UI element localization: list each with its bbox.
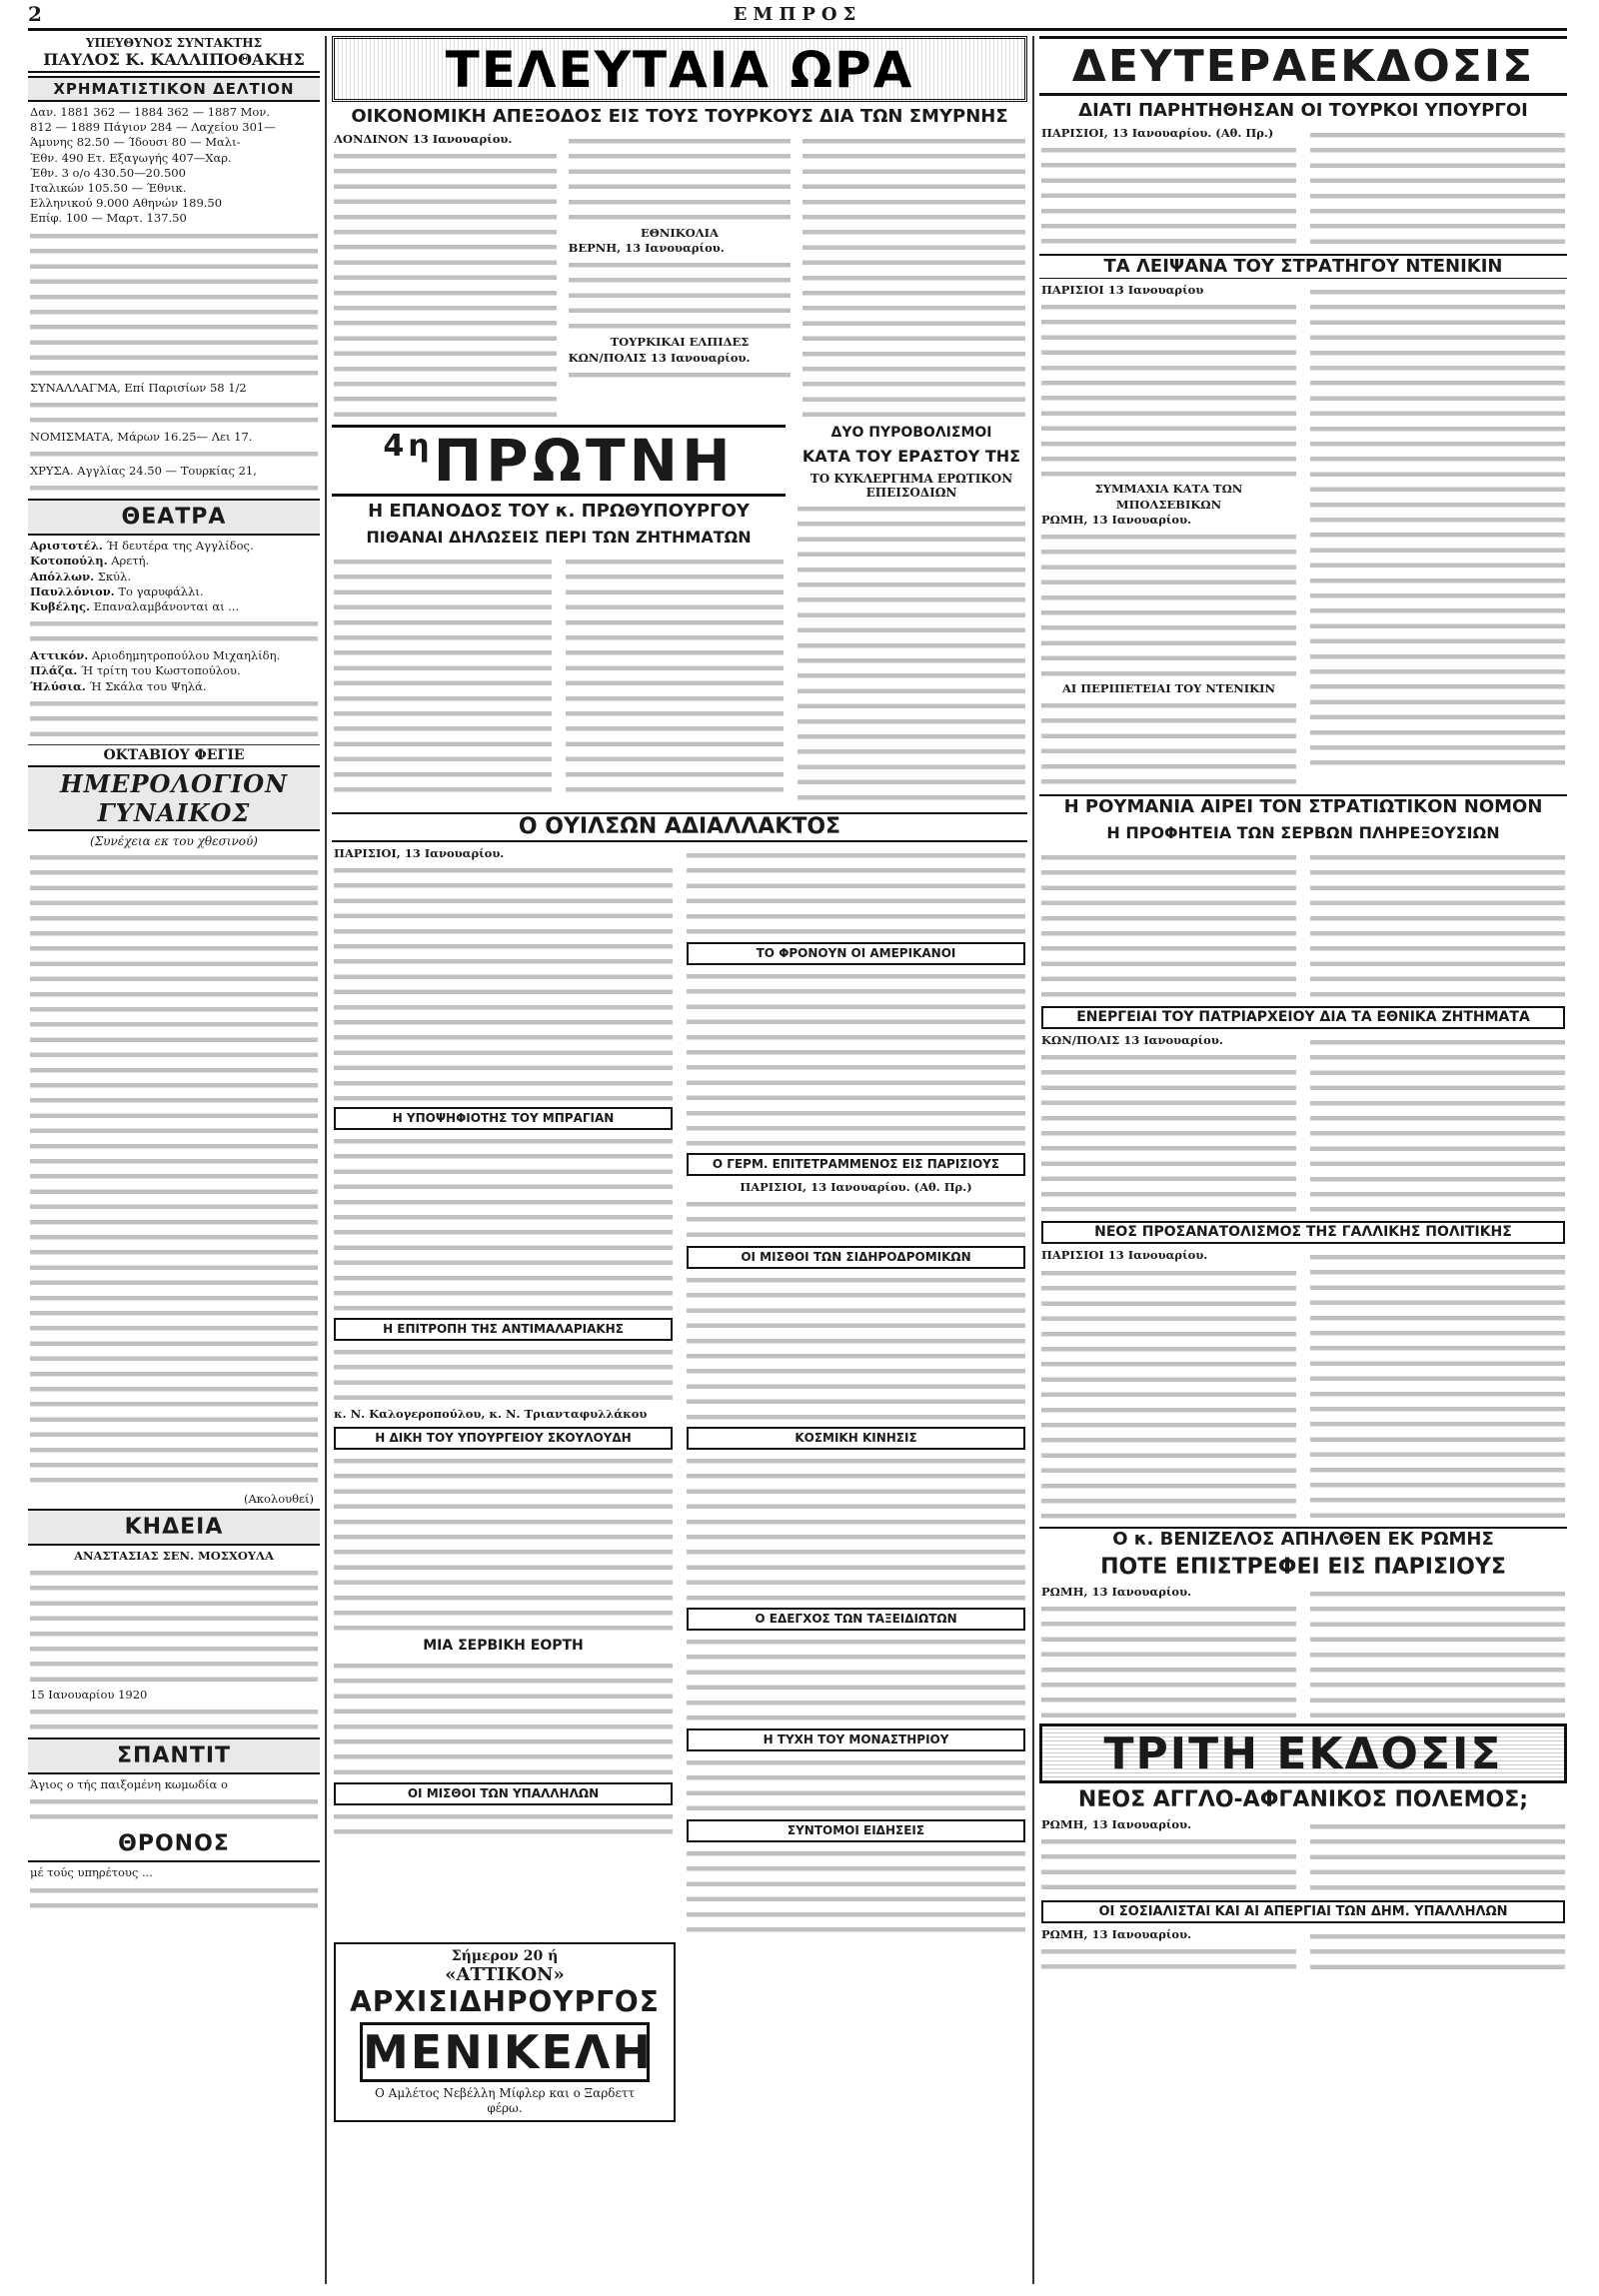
financial-tail: ΧΡΥΣΑ. Αγγλίας 24.50 — Τουρκίας 21, <box>30 464 257 479</box>
venizelos-subheadline: ΠΟΤΕ ΕΠΙΣΤΡΕΦΕΙ ΕΙΣ ΠΑΡΙΣΙΟΥΣ <box>1100 1554 1506 1580</box>
ad-date: Σήμερον 20 ή <box>451 1948 559 1965</box>
theatre-item <box>28 584 320 599</box>
editor-kicker: ΥΠΕΥΘΥΝΟΣ ΣΥΝΤΑΚΤΗΣ <box>85 36 263 50</box>
wilson-dateline: ΠΑΡΙΣΙΟΙ, 13 Ιανουαρίου. <box>334 846 505 861</box>
funeral-body-text <box>30 1566 318 1686</box>
salaries-body-text <box>334 1809 673 1839</box>
return-body <box>332 553 786 796</box>
lower-center <box>332 846 1027 1938</box>
patriarchate-dateline: ΚΩΝ/ΠΟΛΙΣ 13 Ιανουαρίου. <box>1041 1033 1223 1048</box>
financial-line: Έθν. 3 ο/ο 430.50—20.500 <box>30 165 186 180</box>
financial-body-text <box>30 447 318 462</box>
denikin-body-text <box>1041 300 1296 480</box>
financial-heading: ΧΡΗΜΑΤΙΣΤΙΚΟΝ ΔΕΛΤΙΟΝ <box>28 76 320 102</box>
page-number: 2 <box>28 2 42 26</box>
feuilleton-author: ΟΚΤΑΒΙΟΥ ΦΕΓΙΕ <box>103 746 245 763</box>
lead-subhead: ΤΟΥΡΚΙΚΑΙ ΕΛΠΙΔΕΣ <box>610 335 750 350</box>
financial-line: 812 — 1889 Πάγιον 284 — Λαχείου 301— <box>30 120 276 135</box>
theatre-show: Ή τρίτη του Κωστοπούλου. <box>81 663 241 678</box>
theatre-item <box>28 663 320 678</box>
theatre-show: Σκύλ. <box>97 569 131 583</box>
feuilleton-title: ΗΜΕΡΟΛΟΓΙΟΝ ΓΥΝΑΙΚΟΣ <box>28 765 320 831</box>
denikin-remains-headline: ΤΑ ΛΕΙΨΑΝΑ ΤΟΥ ΣΤΡΑΤΗΓΟΥ ΝΤΕΝΙΚΙΝ <box>1039 254 1567 279</box>
last-hour-banner: ΤΕΛΕΥΤΑΙΑ ΩΡΑ <box>332 36 1027 102</box>
turkish-ministers-dateline: ΠΑΡΙΣΙΟΙ, 13 Ιανουαρίου. (Αθ. Πρ.) <box>1041 126 1274 140</box>
socialists-headline: ΟΙ ΣΟΣΙΑΛΙΣΤΑΙ ΚΑΙ ΑΙ ΑΠΕΡΓΙΑΙ ΤΩΝ ΔΗΜ. ΥΠΑΛΛΗΛΩΝ <box>1041 1900 1565 1923</box>
funeral-name: ΑΝΑΣΤΑΣΙΑΣ ΣΕΝ. ΜΟΣΧΟΥΛΑ <box>74 1548 274 1563</box>
denikin-story <box>1039 283 1567 790</box>
alliance-dateline: ΡΩΜΗ, 13 Ιανουαρίου. <box>1041 512 1192 527</box>
story-column <box>1039 1033 1298 1217</box>
financial-tail: ΣΥΝΑΛΛΑΓΜΑ, Επί Παρισίων 58 1/2 <box>30 380 247 395</box>
denikin-body-text <box>1310 285 1565 774</box>
fourth-hour-banner <box>332 425 786 497</box>
theatre-show: Αρετή. <box>111 554 150 569</box>
turkish-ministers-story <box>1039 126 1567 250</box>
bryan-body-text <box>334 1134 673 1314</box>
wilson-body-text <box>687 848 1025 938</box>
story-column <box>1039 1585 1298 1723</box>
newspaper-title: ΕΜΠΡΟΣ <box>733 4 862 25</box>
romania-story <box>1039 848 1567 1002</box>
serbian-feast-headline: ΜΙΑ ΣΕΡΒΙΚΗ ΕΟΡΤΗ <box>423 1637 584 1654</box>
lead-body-text <box>569 134 792 224</box>
lead-subhead: ΕΘΝΙΚΟΛΙΑ <box>641 226 719 240</box>
venizelos-body-text <box>1041 1602 1296 1722</box>
shooting-kicker: ΤΟ ΚΥΚΛΕΡΓΗΜΑ ΕΡΩΤΙΚΟΝ ΕΠΕΙΣΟΔΙΩΝ <box>809 472 1013 501</box>
spantit-text: Άγιος ο τής παιξομένη κωμωδία ο <box>30 1777 228 1792</box>
french-policy-body-text <box>1310 1250 1565 1520</box>
patriarchate-body-text <box>1310 1035 1565 1215</box>
socialists-body-text <box>1041 1944 1296 1974</box>
german-envoy-body-text <box>687 1197 1025 1242</box>
turkish-ministers-body-text <box>1310 128 1565 248</box>
theatre-name: Αριστοτέλ. <box>30 539 103 554</box>
romania-headline: Η ΡΟΥΜΑΝΙΑ ΑΙΡΕΙ ΤΟΝ ΣΤΡΑΤΙΩΤΙΚΟΝ ΝΟΜΟΝ <box>1039 794 1567 818</box>
committee-body-text <box>334 1345 673 1405</box>
theatre-advertisement <box>334 1942 676 2122</box>
thronos-text: μέ τούς υπηρέτους ... <box>30 1865 153 1880</box>
ad-footer: φέρω. <box>487 2101 523 2116</box>
french-policy-dateline: ΠΑΡΙΣΙΟΙ 13 Ιανουαρίου. <box>1041 1248 1208 1263</box>
romania-body-text <box>1310 850 1565 1000</box>
financial-line: Δαν. 1881 362 — 1884 362 — 1887 Μον. <box>30 105 271 119</box>
turkish-ministers-headline: ΔΙΑΤΙ ΠΑΡΗΤΗΘΗΣΑΝ ΟΙ ΤΟΥΡΚΟΙ ΥΠΟΥΡΓΟΙ <box>1078 100 1528 121</box>
theatre-item <box>28 599 320 614</box>
spantit-heading: ΣΠΑΝΤΙΤ <box>28 1737 320 1774</box>
theatre-show: Αριοδημητροπούλου Μιχαηλίδη. <box>91 648 281 663</box>
monastery-body-text <box>687 1755 1025 1815</box>
story-column <box>1039 1927 1298 1976</box>
ad-play-title: ΑΡΧΙΣΙΔΗΡΟΥΡΓΟΣ <box>350 1985 660 2019</box>
theatre-item <box>28 539 320 554</box>
romania-subheadline: Η ΠΡΟΦΗΤΕΙΑ ΤΩΝ ΣΕΡΒΩΝ ΠΛΗΡΕΞΟΥΣΙΩΝ <box>1106 823 1500 843</box>
french-policy-story <box>1039 1248 1567 1522</box>
salaries-headline: ΟΙ ΜΙΣΘΟΙ ΤΩΝ ΥΠΑΛΛΗΛΩΝ <box>334 1782 673 1805</box>
monastery-headline: Η ΤΥΧΗ ΤΟΥ ΜΟΝΑΣΤΗΡΙΟΥ <box>687 1728 1025 1751</box>
venizelos-body-text <box>1310 1587 1565 1722</box>
socialists-dateline: ΡΩΜΗ, 13 Ιανουαρίου. <box>1041 1927 1192 1942</box>
denikin-dateline: ΠΑΡΙΣΙΟΙ 13 Ιανουαρίου <box>1041 283 1204 298</box>
lower-right <box>685 846 1027 1938</box>
short-news-headline: ΣΥΝΤΟΜΟΙ ΕΙΔΗΣΕΙΣ <box>687 1819 1025 1842</box>
banner-superscript: 4η <box>383 429 434 465</box>
shooting-story <box>796 425 1027 808</box>
trial-headline: Η ΔΙΚΗ ΤΟΥ ΥΠΟΥΡΓΕΙΟΥ ΣΚΟΥΛΟΥΔΗ <box>334 1427 673 1450</box>
trial-body-text <box>334 1454 673 1634</box>
spantit-body-text <box>30 1794 318 1824</box>
return-body-text <box>334 555 552 794</box>
venizelos-headline: Ο κ. ΒΕΝΙΖΕΛΟΣ ΑΠΗΛΘΕΝ ΕΚ ΡΩΜΗΣ <box>1039 1527 1567 1551</box>
return-story <box>332 425 786 808</box>
theatre-show: Ή Σκάλα του Ψηλά. <box>89 678 207 693</box>
patriarchate-story <box>1039 1033 1567 1217</box>
socialists-story <box>1039 1927 1567 1976</box>
theatre-item <box>28 648 320 663</box>
funeral-body-text <box>30 1705 318 1734</box>
social-body-text <box>687 1454 1025 1604</box>
theatre-name: Παυλλόνιον. <box>30 583 115 598</box>
theatre-item <box>28 570 320 584</box>
lead-column <box>567 132 794 421</box>
lead-column <box>800 132 1027 421</box>
theatre-name: Πλάζα. <box>30 663 78 678</box>
railway-salaries-headline: ΟΙ ΜΙΣΘΟΙ ΤΩΝ ΣΙΔΗΡΟΔΡΟΜΙΚΩΝ <box>687 1246 1025 1269</box>
financial-body-text <box>30 229 318 379</box>
financial-body-text <box>30 398 318 428</box>
afghan-war-headline: ΝΕΟΣ ΑΓΓΛΟ-ΑΦΓΑΝΙΚΟΣ ΠΟΛΕΜΟΣ; <box>1077 1786 1529 1812</box>
travellers-body-text <box>687 1635 1025 1724</box>
railway-salaries-body-text <box>687 1273 1025 1423</box>
lead-dateline: ΒΕΡΝΗ, 13 Ιανουαρίου. <box>568 241 725 256</box>
shooting-subheadline: ΚΑΤΑ ΤΟΥ ΕΡΑΣΤΟΥ ΤΗΣ <box>801 447 1021 467</box>
theatre-name: Ήλύσια. <box>30 678 86 693</box>
german-envoy-dateline: ΠΑΡΙΣΙΟΙ, 13 Ιανουαρίου. (Αθ. Πρ.) <box>740 1180 972 1195</box>
theatre-heading: ΘΕΑΤΡΑ <box>28 499 320 536</box>
ad-theatre-name: «ΑΤΤΙΚΟΝ» <box>445 1964 565 1986</box>
shooting-headline: ΔΥΟ ΠΥΡΟΒΟΛΙΣΜΟΙ <box>830 425 992 442</box>
lower-left <box>332 846 675 1938</box>
lead-body-text <box>334 149 557 419</box>
banner-text: ΠΡΩΤΝΗ <box>433 427 735 496</box>
venizelos-dateline: ΡΩΜΗ, 13 Ιανουαρίου. <box>1041 1584 1192 1599</box>
serbian-feast-body-text <box>334 1659 673 1778</box>
ad-cast: Ο Αμλέτος Νεβέλλη Μίφλερ και ο Ξαρδεττ <box>375 2086 635 2101</box>
lead-dateline: ΛΟΝΔΙΝΟΝ 13 Ιανουαρίου. <box>334 132 513 146</box>
social-headline: ΚΟΣΜΙΚΗ ΚΙΝΗΣΙΣ <box>687 1427 1025 1450</box>
funeral-heading: ΚΗΔΕΙΑ <box>28 1509 320 1546</box>
story-column <box>1039 126 1298 250</box>
alliance-subhead: ΣΥΜΜΑΧΙΑ ΚΑΤΑ ΤΩΝ ΜΠΟΛΣΕΒΙΚΩΝ <box>1094 482 1243 512</box>
patriarchate-headline: ΕΝΕΡΓΕΙΑΙ ΤΟΥ ΠΑΤΡΙΑΡΧΕΙΟΥ ΔΙΑ ΤΑ ΕΘΝΙΚΑ ΖΗΤΗΜΑΤΑ <box>1041 1006 1565 1029</box>
ad-author-name: ΜΕΝΙΚΕΛΗ <box>360 2022 650 2082</box>
theatre-show: Επαναλαμβάνονται αι ... <box>93 599 240 614</box>
afghan-body-text <box>1041 1834 1296 1894</box>
shooting-body-text <box>798 502 1025 806</box>
lead-body-text <box>802 134 1025 419</box>
funeral-date: 15 Ιανουαρίου 1920 <box>30 1688 148 1703</box>
financial-line: Άμυνης 82.50 — Ίδουσι 80 — Μαλι- <box>30 135 241 150</box>
theatre-name: Απόλλων. <box>30 569 95 583</box>
lead-dateline: ΚΩΝ/ΠΟΛΙΣ 13 Ιανουαρίου. <box>568 350 751 365</box>
center-column <box>332 36 1027 2284</box>
afghan-body-text <box>1310 1819 1565 1894</box>
third-edition-banner: ΤΡΙΤΗ ΕΚΔΟΣΙΣ <box>1039 1723 1567 1783</box>
wilson-body-text <box>334 863 673 1103</box>
financial-line: Ελληνικού 9.000 Αθηνών 189.50 <box>30 196 223 211</box>
story-column <box>1039 1817 1298 1896</box>
middle-block <box>332 425 1027 808</box>
theatre-show: Το γαρυφάλλι. <box>118 583 204 598</box>
lead-story <box>332 132 1027 421</box>
wilson-headline: Ο ΟΥΙΛΣΩΝ ΑΔΙΑΛΛΑΚΤΟΣ <box>332 812 1027 842</box>
theatre-item <box>28 679 320 694</box>
column-rule <box>1032 36 1034 2284</box>
return-subheadline: ΠΙΘΑΝΑΙ ΔΗΛΩΣΕΙΣ ΠΕΡΙ ΤΩΝ ΖΗΤΗΜΑΤΩΝ <box>366 528 752 548</box>
theatre-body-text <box>30 616 318 646</box>
socialists-body-text <box>1310 1929 1565 1974</box>
column-rule <box>325 36 327 2284</box>
feuilleton-body-text <box>30 850 318 1490</box>
second-edition-banner: ΔΕΥΤΕΡΑΕΚΔΟΣΙΣ <box>1039 36 1567 96</box>
lead-body-text <box>569 258 792 333</box>
french-policy-body-text <box>1041 1266 1296 1521</box>
americans-body-text <box>687 969 1025 1149</box>
left-column <box>28 36 320 2284</box>
financial-line: Ιταλικών 105.50 — Έθνικ. <box>30 181 187 196</box>
venizelos-story <box>1039 1585 1567 1723</box>
adventures-body-text <box>1041 698 1296 788</box>
patriarchate-body-text <box>1041 1050 1296 1215</box>
bryan-headline: Η ΥΠΟΨΗΦΙΟΤΗΣ ΤΟΥ ΜΠΡΑΓΙΑΝ <box>334 1107 673 1130</box>
lead-headline: ΟΙΚΟΝΟΜΙΚΗ ΑΠΕΞΟΔΟΣ ΕΙΣ ΤΟΥΣ ΤΟΥΡΚΟΥΣ ΔΙΑ ΤΩΝ ΣΜΥΡΝΗΣ <box>351 106 1008 127</box>
story-column <box>1039 283 1298 790</box>
adventures-subhead: ΑΙ ΠΕΡΙΠΕΤΕΙΑΙ ΤΟΥ ΝΤΕΝΙΚΙΝ <box>1062 681 1275 696</box>
committee-members: κ. Ν. Καλογεροπούλου, κ. Ν. Τριανταφυλλάκου <box>334 1407 648 1422</box>
divider <box>28 744 320 745</box>
theatre-show: Ή δευτέρα της Αγγλίδος. <box>106 539 254 554</box>
theatre-name: Κυβέλης. <box>30 599 91 614</box>
short-news-body-text <box>687 1846 1025 1936</box>
editor-name: ΠΑΥΛΟΣ Κ. ΚΑΛΛΙΠΟΘΑΚΗΣ <box>28 50 320 73</box>
lead-body-text <box>569 368 792 383</box>
story-column <box>1039 1248 1298 1522</box>
afghan-story <box>1039 1817 1567 1896</box>
romania-body-text <box>1041 850 1296 1000</box>
german-envoy-headline: Ο ΓΕΡΜ. ΕΠΙΤΕΤΡΑΜΜΕΝΟΣ ΕΙΣ ΠΑΡΙΣΙΟΥΣ <box>687 1153 1025 1176</box>
feuilleton-continued: (Ακολουθεί) <box>244 1491 314 1506</box>
financial-tail: ΝΟΜΙΣΜΑΤΑ, Μάρων 16.25— Λει 17. <box>30 429 253 444</box>
afghan-dateline: ΡΩΜΗ, 13 Ιανουαρίου. <box>1041 1816 1192 1831</box>
right-column <box>1039 36 1567 2284</box>
financial-line: Έθν. 490 Ετ. Εξαγωγής 407—Χαρ. <box>30 150 232 165</box>
americans-headline: ΤΟ ΦΡΟΝΟΥΝ ΟΙ ΑΜΕΡΙΚΑΝΟΙ <box>687 942 1025 965</box>
committee-headline: Η ΕΠΙΤΡΟΠΗ ΤΗΣ ΑΝΤΙΜΑΛΑΡΙΑΚΗΣ <box>334 1318 673 1341</box>
masthead-bar <box>28 2 1567 31</box>
thronos-body-text <box>30 1883 318 1913</box>
alliance-body-text <box>1041 530 1296 679</box>
theatre-item <box>28 554 320 569</box>
theatre-body-text <box>30 696 318 741</box>
financial-body-text <box>30 481 318 496</box>
turkish-ministers-body-text <box>1041 143 1296 248</box>
feuilleton-subtitle: (Συνέχεια εκ του χθεσινού) <box>90 833 258 848</box>
french-policy-headline: ΝΕΟΣ ΠΡΟΣΑΝΑΤΟΛΙΣΜΟΣ ΤΗΣ ΓΑΛΛΙΚΗΣ ΠΟΛΙΤΙΚΗΣ <box>1041 1221 1565 1244</box>
thronos-heading: ΘΡΟΝΟΣ <box>28 1827 320 1862</box>
travellers-headline: Ο ΕΔΕΓΧΟΣ ΤΩΝ ΤΑΞΕΙΔΙΩΤΩΝ <box>687 1608 1025 1631</box>
lead-column <box>332 132 559 421</box>
theatre-name: Κοτοπούλη. <box>30 554 108 569</box>
return-body-text <box>566 555 784 794</box>
theatre-name: Αττικόν. <box>30 648 89 663</box>
return-headline: Η ΕΠΑΝΟΔΟΣ ΤΟΥ κ. ΠΡΩΘΥΠΟΥΡΓΟΥ <box>368 501 750 523</box>
financial-line: Επίφ. 100 — Μαρτ. 137.50 <box>30 211 187 226</box>
